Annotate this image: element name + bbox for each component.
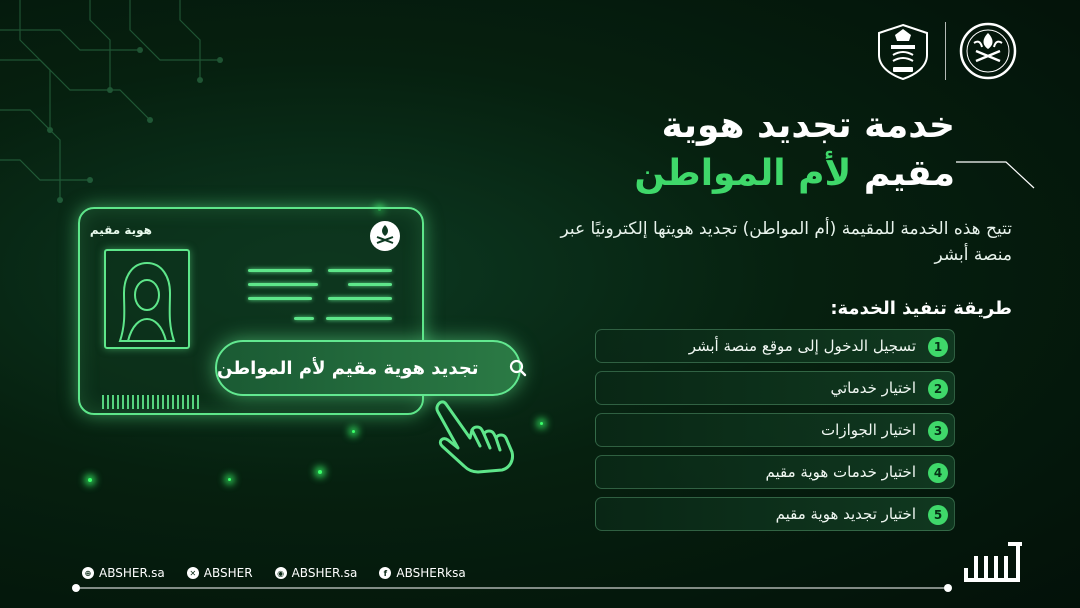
title-highlight: لأم المواطن xyxy=(634,153,852,194)
card-text-line xyxy=(328,297,392,300)
absher-logo xyxy=(960,540,1024,588)
facebook-icon: f xyxy=(379,567,391,579)
card-barcode xyxy=(102,395,200,409)
step-number: 2 xyxy=(928,379,948,399)
social-link-snapchat[interactable] xyxy=(275,566,358,580)
social-link-x[interactable] xyxy=(187,566,253,580)
card-text-line xyxy=(248,283,318,286)
step-number: 1 xyxy=(928,337,948,357)
card-text-line xyxy=(348,283,392,286)
glow-dot xyxy=(352,430,355,433)
step-item xyxy=(595,329,955,363)
step-item xyxy=(595,455,955,489)
step-item xyxy=(595,413,955,447)
search-bar[interactable] xyxy=(215,340,521,396)
glow-dot xyxy=(88,478,92,482)
header-logos xyxy=(873,20,1018,82)
card-text-line xyxy=(248,297,312,300)
step-label: اختيار تجديد هوية مقيم xyxy=(775,505,916,523)
step-label: تسجيل الدخول إلى موقع منصة أبشر xyxy=(688,337,916,355)
card-seal-icon xyxy=(368,219,402,253)
step-item xyxy=(595,497,955,531)
search-icon[interactable] xyxy=(509,359,527,377)
card-text-line xyxy=(294,317,314,320)
pointer-hand-icon xyxy=(432,398,516,474)
title-line-2 xyxy=(634,150,955,198)
step-number: 3 xyxy=(928,421,948,441)
title-line-1: خدمة تجديد هوية xyxy=(661,105,955,146)
card-title: هوية مقيم xyxy=(89,223,152,237)
glow-dot xyxy=(318,470,322,474)
search-query: تجديد هوية مقيم لأم المواطن xyxy=(217,357,479,379)
step-label: اختيار الجوازات xyxy=(821,421,916,439)
card-text-line xyxy=(328,269,392,272)
social-link-facebook[interactable] xyxy=(379,566,465,580)
snapchat-icon: ◉ xyxy=(275,567,287,579)
step-number: 4 xyxy=(928,463,948,483)
social-links xyxy=(82,566,466,580)
title-line-2-prefix: مقيم xyxy=(863,153,955,194)
social-label: ABSHER.sa xyxy=(99,566,165,580)
glow-dot xyxy=(228,478,231,481)
resident-avatar-icon xyxy=(106,251,188,347)
social-link-website[interactable] xyxy=(82,566,165,580)
page-title xyxy=(634,102,955,198)
title-connector-line xyxy=(956,160,1036,190)
service-description: تتيح هذه الخدمة للمقيمة (أم المواطن) تجديد هويتها إلكترونيًا عبر منصة أبشر xyxy=(560,219,1012,265)
footer-line xyxy=(72,581,952,595)
card-photo-frame xyxy=(104,249,190,349)
glow-dot xyxy=(540,422,543,425)
steps-heading: طريقة تنفيذ الخدمة: xyxy=(830,298,1012,319)
step-item xyxy=(595,371,955,405)
step-number: 5 xyxy=(928,505,948,525)
logo-divider xyxy=(945,22,946,80)
passports-logo xyxy=(873,20,933,82)
ministry-seal-logo xyxy=(958,20,1018,82)
x-icon: ✕ xyxy=(187,567,199,579)
circuit-decoration xyxy=(0,0,260,230)
steps-list xyxy=(595,329,955,539)
social-label: ABSHERksa xyxy=(396,566,466,580)
globe-icon: ⊕ xyxy=(82,567,94,579)
social-label: ABSHER xyxy=(203,566,253,580)
card-text-line xyxy=(326,317,392,320)
social-label: ABSHER.sa xyxy=(291,566,358,580)
step-label: اختيار خدماتي xyxy=(830,379,916,397)
card-text-line xyxy=(248,269,312,272)
step-label: اختيار خدمات هوية مقيم xyxy=(765,463,916,481)
